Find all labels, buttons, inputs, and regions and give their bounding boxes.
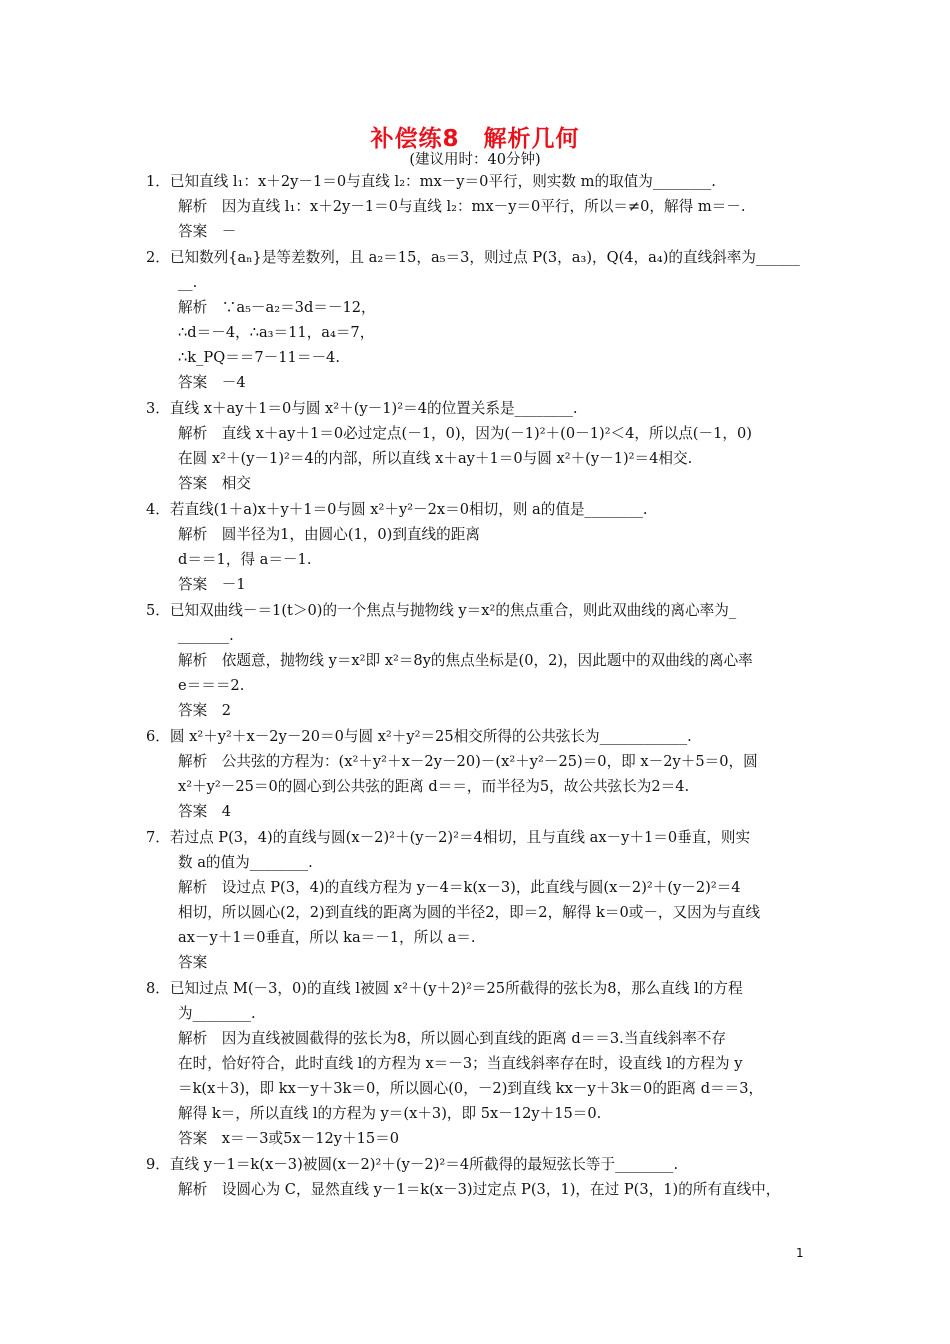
question-1: 1．已知直线 l₁：x＋2y－1＝0与直线 l₂：mx－y＝0平行，则实数 m的取值为________. [146, 173, 716, 190]
analysis-8-line: ＝k(x＋3)，即 kx－y＋3k＝0，所以圆心(0，－2)到直线 kx－y＋3k＝0的距离 d＝＝3， [178, 1080, 764, 1097]
answer-5: 答案 2 [178, 702, 232, 719]
question-5-cont: _______. [178, 627, 234, 644]
analysis-2: 解析 ∵a₅－a₂＝3d＝－12， [178, 299, 376, 316]
analysis-7: 解析 设过点 P(3，4)的直线方程为 y－4＝k(x－3)，此直线与圆(x－2)²＋(y－2)²＝4 [178, 879, 741, 896]
analysis-8-line: 解得 k＝，所以直线 l的方程为 y＝(x＋3)，即 5x－12y＋15＝0. [178, 1105, 602, 1122]
analysis-4-line: d＝＝1，得 a＝－1. [178, 551, 312, 568]
question-2-cont: __. [178, 274, 198, 291]
question-8: 8．已知过点 M(－3，0)的直线 l被圆 x²＋(y＋2)²＝25所截得的弦长为8，那么直线 l的方程 [146, 980, 743, 997]
analysis-2-line: ∴d＝－4，∴a₃＝11，a₄＝7， [178, 324, 375, 341]
answer-4: 答案 －1 [178, 576, 246, 593]
answer-8: 答案 x＝－3或5x－12y＋15＝0 [178, 1130, 400, 1147]
page-number: 1 [796, 1246, 804, 1260]
analysis-8-line: 在时，恰好符合，此时直线 l的方程为 x＝－3；当直线斜率存在时，设直线 l的方程为 y [178, 1055, 743, 1072]
question-3: 3．直线 x＋ay＋1＝0与圆 x²＋(y－1)²＝4的位置关系是________. [146, 400, 578, 417]
question-9: 9．直线 y－1＝k(x－3)被圆(x－2)²＋(y－2)²＝4所截得的最短弦长等于________. [146, 1156, 679, 1173]
analysis-3: 解析 直线 x＋ay＋1＝0必过定点(－1，0)，因为(－1)²＋(0－1)²＜4，所以点(－1，0) [178, 425, 752, 442]
page-title: 补偿练8 解析几何 [370, 126, 580, 152]
analysis-2-line: ∴k_PQ＝＝7－11＝－4. [178, 349, 340, 366]
analysis-5-line: e＝＝＝2. [178, 677, 245, 694]
question-4: 4．若直线(1＋a)x＋y＋1＝0与圆 x²＋y²－2x＝0相切，则 a的值是________. [146, 501, 648, 518]
analysis-9: 解析 设圆心为 C，显然直线 y－1＝k(x－3)过定点 P(3，1)，在过 P(3，1)的所有直线中， [178, 1181, 781, 1198]
answer-6: 答案 4 [178, 803, 232, 820]
answer-7: 答案 [178, 954, 208, 971]
question-8-cont: 为________. [178, 1005, 256, 1022]
analysis-6: 解析 公共弦的方程为：(x²＋y²＋x－2y－20)－(x²＋y²－25)＝0，即 x－2y＋5＝0，圆 [178, 753, 758, 770]
question-7: 7．若过点 P(3，4)的直线与圆(x－2)²＋(y－2)²＝4相切，且与直线 ax－y＋1＝0垂直，则实 [146, 829, 751, 846]
question-7-cont: 数 a的值为________. [178, 854, 313, 871]
answer-3: 答案 相交 [178, 475, 251, 492]
analysis-3-line: 在圆 x²＋(y－1)²＝4的内部，所以直线 x＋ay＋1＝0与圆 x²＋(y－1)²＝4相交. [178, 450, 693, 467]
answer-1: 答案 － [178, 223, 237, 240]
page-subtitle: (建议用时：40分钟) [409, 152, 541, 168]
question-6: 6．圆 x²＋y²＋x－2y－20＝0与圆 x²＋y²＝25相交所得的公共弦长为____________. [146, 728, 692, 745]
question-2: 2．已知数列{aₙ}是等差数列，且 a₂＝15，a₅＝3，则过点 P(3，a₃)，Q(4，a₄)的直线斜率为______ [146, 249, 800, 266]
analysis-8: 解析 因为直线被圆截得的弦长为8，所以圆心到直线的距离 d＝＝3.当直线斜率不存 [178, 1030, 726, 1047]
answer-2: 答案 －4 [178, 374, 246, 391]
analysis-7-line: 相切，所以圆心(2，2)到直线的距离为圆的半径2，即＝2，解得 k＝0或－，又因为与直线 [178, 904, 761, 921]
analysis-1: 解析 因为直线 l₁：x＋2y－1＝0与直线 l₂：mx－y＝0平行，所以＝≠0，解得 m＝－. [178, 198, 746, 215]
analysis-5: 解析 依题意，抛物线 y＝x²即 x²＝8y的焦点坐标是(0，2)，因此题中的双曲线的离心率 [178, 652, 753, 669]
analysis-6-line: x²＋y²－25＝0的圆心到公共弦的距离 d＝＝，而半径为5，故公共弦长为2＝4. [178, 778, 690, 795]
analysis-4: 解析 圆半径为1，由圆心(1，0)到直线的距离 [178, 526, 480, 543]
analysis-7-line: ax－y＋1＝0垂直，所以 ka＝－1，所以 a＝. [178, 929, 476, 946]
question-5: 5．已知双曲线－＝1(t＞0)的一个焦点与抛物线 y＝x²的焦点重合，则此双曲线的离心率为_ [146, 602, 737, 619]
